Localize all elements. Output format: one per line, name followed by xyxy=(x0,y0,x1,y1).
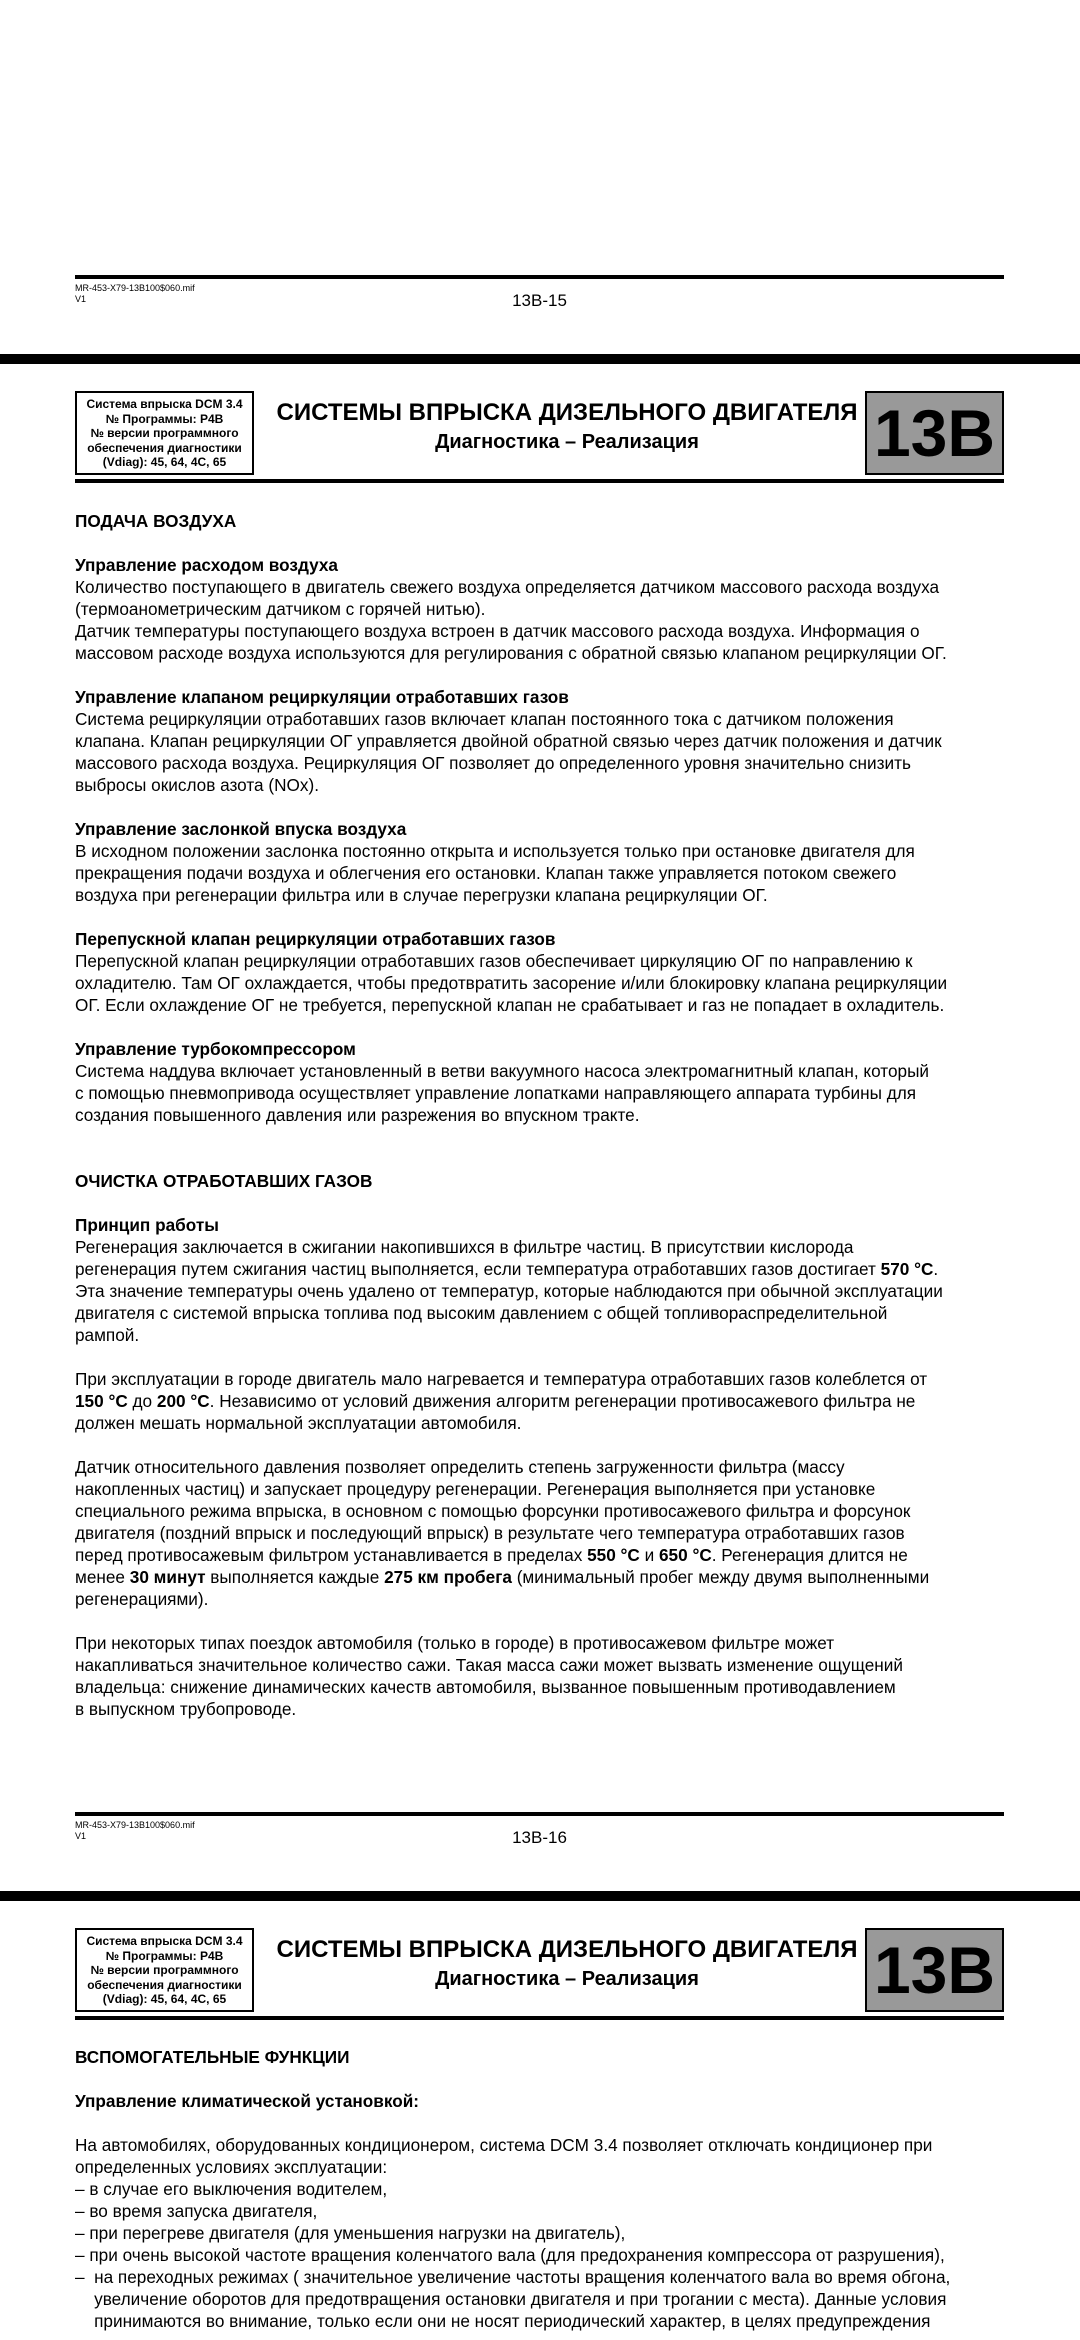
paragraph-line: На автомобилях, оборудованных кондиционером, система DCM 3.4 позволяет отключать кондиционер при xyxy=(75,2135,933,2155)
paragraph-line: создания повышенного давления или разрежения во впускном тракте. xyxy=(75,1105,640,1125)
paragraph-line: массового расхода воздуха. Рециркуляция ОГ позволяет до определенного уровня значительно снизить xyxy=(75,753,911,773)
paragraph-line: (термоанометрическим датчиком с горячей нитью). xyxy=(75,599,486,619)
paragraph-line: двигателя с системой впрыска топлива под высоким давлением с общей топливораспределительной xyxy=(75,1303,888,1323)
paragraph-line: перед противосажевым фильтром устанавливается в пределах 550 °C и 650 °C. Регенерация длится не xyxy=(75,1545,908,1565)
paragraph-line: в выпускном трубопроводе. xyxy=(75,1699,297,1719)
header-title: СИСТЕМЫ ВПРЫСКА ДИЗЕЛЬНОГО ДВИГАТЕЛЯ xyxy=(276,1936,858,1963)
list-item: – в случае его выключения водителем, xyxy=(75,2179,388,2199)
paragraph-line: прекращения подачи воздуха и облегчения его остановки. Клапан также управляется потоком свежего xyxy=(75,863,897,883)
header-title: СИСТЕМЫ ВПРЫСКА ДИЗЕЛЬНОГО ДВИГАТЕЛЯ xyxy=(276,399,858,426)
section-title: ВСПОМОГАТЕЛЬНЫЕ ФУНКЦИИ xyxy=(75,2047,350,2067)
subsection-title: Управление заслонкой впуска воздуха xyxy=(75,819,407,839)
paragraph-line: Эта значение температуры очень удалено от температур, которые наблюдаются при обычной эксплуатации xyxy=(75,1281,943,1301)
footer-rule xyxy=(75,275,1004,279)
list-item: – на переходных режимах ( значительное увеличение частоты вращения коленчатого вала во время обгона, xyxy=(75,2267,951,2287)
subsection-title: Управление расходом воздуха xyxy=(75,555,338,575)
page-footer-2 xyxy=(75,1812,1004,1847)
page-number: 13B-16 xyxy=(512,1828,567,1847)
paragraph-line: При некоторых типах поездок автомобиля (только в городе) в противосажевом фильтре может xyxy=(75,1633,835,1653)
page-number: 13B-15 xyxy=(512,291,567,310)
paragraph-line: Датчик относительного давления позволяет определить степень загруженности фильтра (массу xyxy=(75,1457,845,1477)
paragraph-line: специального режима впрыска, в основном с помощью форсунки противосажевого фильтра и форсунок xyxy=(75,1501,911,1521)
section-title: ПОДАЧА ВОЗДУХА xyxy=(75,511,237,531)
paragraph-line: Регенерация заключается в сжигании накопившихся в фильтре частиц. В присутствии кислорода xyxy=(75,1237,854,1257)
paragraph-line: охладителю. Там ОГ охлаждается, чтобы предотвратить засорение и/или блокировку клапана рециркуляции xyxy=(75,973,948,993)
page-header xyxy=(75,391,1004,483)
paragraph-line: массовом расходе воздуха используются для регулирования с обратной связью клапаном рециркуляции ОГ. xyxy=(75,643,947,663)
header-subtitle: Диагностика – Реализация xyxy=(435,1968,699,1990)
doc-id: MR-453-X79-13B100$060.mif xyxy=(75,1820,195,1830)
doc-version: V1 xyxy=(75,1831,87,1841)
list-item: принимаются во внимание, только если они не носят периодический характер, в целях предупреждения xyxy=(75,2311,931,2331)
paragraph-line: Перепускной клапан рециркуляции отработавших газов обеспечивает циркуляцию ОГ по направлению к xyxy=(75,951,913,971)
system-info-box: Система впрыска DCM 3.4 № Программы: P4B № версии программного обеспечения диагностики (Vdiag): 45, 64, 4C, 65 xyxy=(75,1928,254,2012)
paragraph-line: регенерация путем сжигания частиц выполняется, если температура отработавших газов достигает 570 °C. xyxy=(75,1259,939,1279)
paragraph-line: выбросы окислов азота (NOx). xyxy=(75,775,319,795)
paragraph-line: В исходном положении заслонка постоянно открыта и используется только при остановке двигателя для xyxy=(75,841,915,861)
list-item: – при очень высокой частоте вращения коленчатого вала (для предохранения компрессора от разрушения), xyxy=(75,2245,945,2265)
page-content xyxy=(75,510,1010,1720)
list-item: – при перегреве двигателя (для уменьшения нагрузки на двигатель), xyxy=(75,2223,626,2243)
paragraph-line: двигателя (поздний впрыск и последующий впрыск) в результате чего температура отработавших газов xyxy=(75,1523,905,1543)
doc-id: MR-453-X79-13B100$060.mif xyxy=(75,283,195,293)
paragraph-line: Система рециркуляции отработавших газов включает клапан постоянного тока с датчиком положения xyxy=(75,709,894,729)
subsection-title: Управление турбокомпрессором xyxy=(75,1039,356,1059)
page-header xyxy=(75,1928,1004,2020)
header-rule xyxy=(75,2016,1004,2020)
paragraph-line: с помощью пневмопривода осуществляет управление лопатками направляющего аппарата турбины для xyxy=(75,1083,917,1103)
paragraph-line: Система наддува включает установленный в ветви вакуумного насоса электромагнитный клапан, который xyxy=(75,1061,930,1081)
section-title: ОЧИСТКА ОТРАБОТАВШИХ ГАЗОВ xyxy=(75,1171,373,1191)
paragraph-line: накапливаться значительное количество сажи. Такая масса сажи может вызвать изменение ощущений xyxy=(75,1655,903,1675)
paragraph-line: воздуха при регенерации фильтра или в случае перегрузки клапана рециркуляции ОГ. xyxy=(75,885,768,905)
section-badge: 13B xyxy=(865,391,1004,475)
page-content xyxy=(75,2046,1010,2332)
list-item: увеличение оборотов для предотвращения остановки двигателя и при трогании с места). Данные условия xyxy=(75,2289,947,2309)
paragraph-line: клапана. Клапан рециркуляции ОГ управляется двойной обратной связью через датчик положения и датчик xyxy=(75,731,942,751)
page-separator xyxy=(0,1891,1080,1901)
page-footer-1 xyxy=(75,275,1004,310)
paragraph-line: накопленных частиц) и запускает процедуру регенерации. Регенерация выполняется при установке xyxy=(75,1479,876,1499)
header-subtitle: Диагностика – Реализация xyxy=(435,431,699,453)
doc-version: V1 xyxy=(75,294,87,304)
paragraph-line: Датчик температуры поступающего воздуха встроен в датчик массового расхода воздуха. Информация о xyxy=(75,621,920,641)
paragraph-line: менее 30 минут выполняется каждые 275 км пробега (минимальный пробег между двумя выполненными xyxy=(75,1567,930,1587)
subsection-title: Принцип работы xyxy=(75,1215,219,1235)
subsection-title: Управление климатической установкой: xyxy=(75,2091,420,2111)
system-info-box: Система впрыска DCM 3.4 № Программы: P4B № версии программного обеспечения диагностики (Vdiag): 45, 64, 4C, 65 xyxy=(75,391,254,475)
footer-rule xyxy=(75,1812,1004,1816)
paragraph-line: должен мешать нормальной эксплуатации автомобиля. xyxy=(75,1413,522,1433)
page-separator xyxy=(0,354,1080,364)
list-item: – во время запуска двигателя, xyxy=(75,2201,318,2221)
paragraph-line: 150 °C до 200 °C. Независимо от условий движения алгоритм регенерации противосажевого фильтра не xyxy=(75,1391,916,1411)
subsection-title: Перепускной клапан рециркуляции отработавших газов xyxy=(75,929,556,949)
paragraph-line: Количество поступающего в двигатель свежего воздуха определяется датчиком массового расхода воздуха xyxy=(75,577,940,597)
paragraph-line: При эксплуатации в городе двигатель мало нагревается и температура отработавших газов колеблется от xyxy=(75,1369,928,1389)
section-badge: 13B xyxy=(865,1928,1004,2012)
paragraph-line: рампой. xyxy=(75,1325,140,1345)
header-rule xyxy=(75,479,1004,483)
paragraph-line: определенных условиях эксплуатации: xyxy=(75,2157,388,2177)
paragraph-line: регенерациями). xyxy=(75,1589,209,1609)
paragraph-line: владельца: снижение динамических качеств автомобиля, вызванное повышенным противодавлением xyxy=(75,1677,896,1697)
paragraph-line: ОГ. Если охлаждение ОГ не требуется, перепускной клапан не срабатывает и газ не попадает в охладитель. xyxy=(75,995,945,1015)
subsection-title: Управление клапаном рециркуляции отработавших газов xyxy=(75,687,569,707)
